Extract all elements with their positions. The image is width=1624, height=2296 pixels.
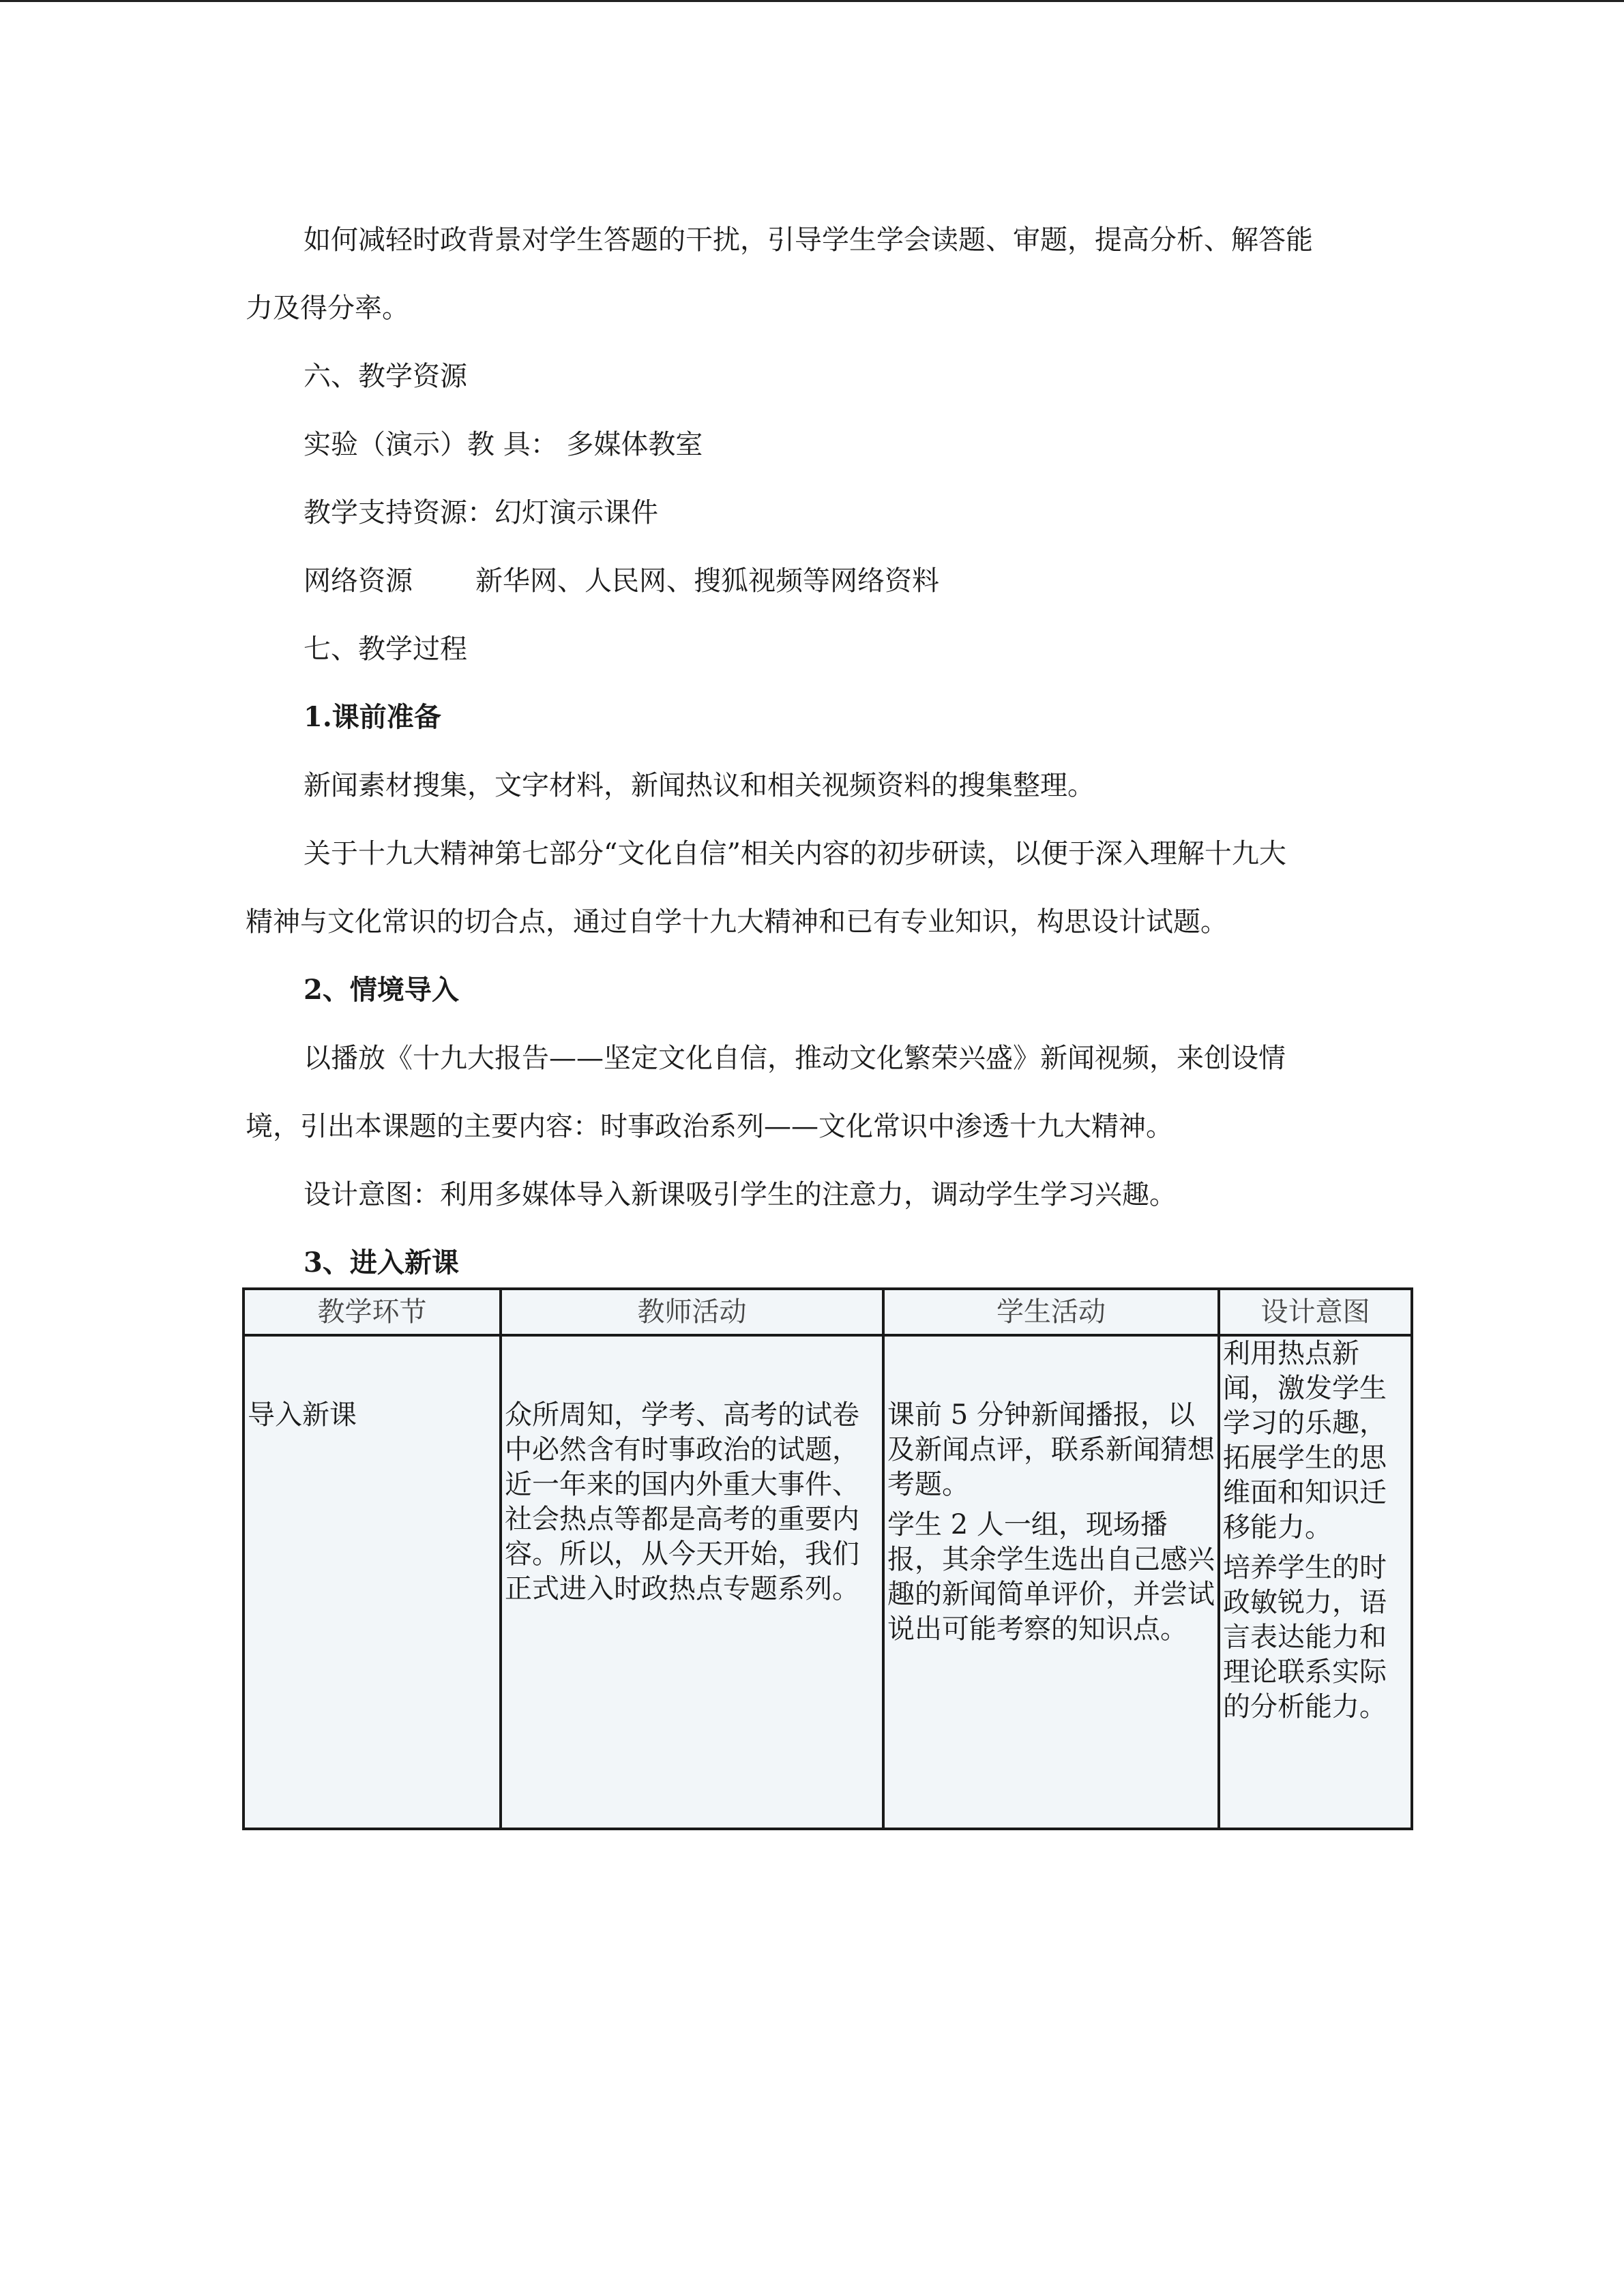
resource-equipment: 实验（演示）教 具： 多媒体教室: [304, 429, 703, 460]
student-activity-text: 学生 2 人一组，现场播报，其余学生选出自己感兴趣的新闻简单评价，并尝试说出可能考察的知识点。: [887, 1509, 1215, 1645]
subsection-heading-1: 1.课前准备: [304, 701, 441, 733]
cell-stage: [243, 1335, 501, 1829]
design-intent-text: 培养学生的时政敏锐力，语言表达能力和理论联系实际的分析能力。: [1223, 1552, 1387, 1723]
section-heading-6: 六、教学资源: [304, 361, 467, 392]
header-stage: 教学环节: [243, 1289, 501, 1335]
page-top-border: [0, 0, 1624, 2]
paragraph-line: 精神与文化常识的切合点，通过自学十九大精神和已有专业知识，构思设计试题。: [246, 906, 1228, 938]
student-activity-text: 课前 5 分钟新闻播报，以及新闻点评，联系新闻猜想考题。: [887, 1399, 1215, 1500]
paragraph-line: 如何减轻时政背景对学生答题的干扰，引导学生学会读题、审题，提高分析、解答能: [304, 224, 1313, 256]
paragraph-line: 设计意图：利用多媒体导入新课吸引学生的注意力，调动学生学习兴趣。: [304, 1179, 1177, 1210]
design-intent-text: 利用热点新闻，激发学生学习的乐趣，拓展学生的思维面和知识迁移能力。: [1223, 1338, 1387, 1543]
header-student-activity: 学生活动: [883, 1289, 1219, 1335]
table-row: [243, 1335, 1412, 1829]
section-heading-7: 七、教学过程: [304, 633, 467, 665]
paragraph-line: 关于十九大精神第七部分“文化自信”相关内容的初步研读，以便于深入理解十九大: [304, 838, 1286, 869]
table-header-row: [243, 1289, 1412, 1335]
header-design-intent: 设计意图: [1219, 1289, 1412, 1335]
paragraph-line: 新闻素材搜集，文字材料，新闻热议和相关视频资料的搜集整理。: [304, 770, 1095, 801]
cell-student-activity: [883, 1335, 1219, 1829]
stage-text: 导入新课: [248, 1399, 357, 1431]
header-teacher-activity: 教师活动: [501, 1289, 883, 1335]
resource-network-value: 新华网、人民网、搜狐视频等网络资料: [475, 565, 939, 597]
paragraph-line: 力及得分率。: [246, 293, 409, 324]
subsection-heading-3: 3、进入新课: [304, 1247, 459, 1279]
resource-network-label: 网络资源: [304, 565, 413, 597]
paragraph-line: 境，引出本课题的主要内容：时事政治系列——文化常识中渗透十九大精神。: [246, 1111, 1173, 1142]
paragraph-line: 以播放《十九大报告——坚定文化自信，推动文化繁荣兴盛》新闻视频，来创设情: [304, 1043, 1286, 1074]
teacher-activity-text: 众所周知，学考、高考的试卷中必然含有时事政治的试题，近一年来的国内外重大事件、社会热点等都是高考的重要内容。所以，从今天开始，我们正式进入时政热点专题系列。: [505, 1399, 859, 1605]
lesson-plan-table: [242, 1287, 1413, 1830]
cell-teacher-activity: [501, 1335, 883, 1829]
cell-design-intent: [1219, 1335, 1412, 1829]
subsection-heading-2: 2、情境导入: [304, 974, 459, 1006]
resource-support: 教学支持资源：幻灯演示课件: [304, 497, 658, 528]
